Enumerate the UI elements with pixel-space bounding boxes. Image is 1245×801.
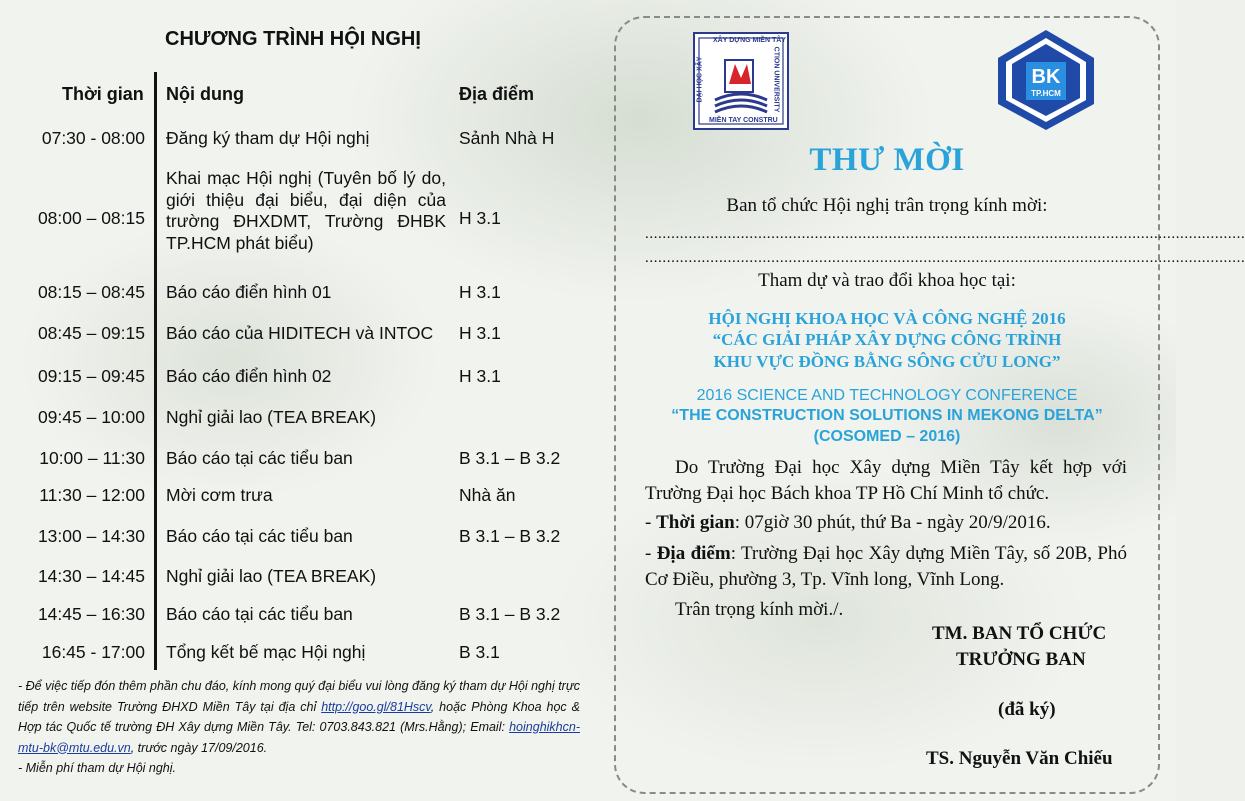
row-content: Nghỉ giải lao (TEA BREAK) [166, 566, 377, 586]
row-place: B 3.1 [459, 642, 500, 662]
divider-line [154, 72, 157, 670]
header-place: Địa điểm [459, 84, 535, 104]
invitation-title: THƯ MỜI [809, 142, 965, 178]
invitee-line-1: .......................................................................................................................................... [645, 226, 1245, 242]
email-link[interactable]: hoinghikhcn-mtu-bk@mtu.edu.vn [18, 720, 580, 755]
attend-text: Tham dự và trao đổi khoa học tại: [758, 270, 1016, 291]
program-panel [0, 0, 600, 801]
header-content: Nội dung [166, 84, 244, 104]
row-content: Báo cáo tại các tiểu ban [166, 526, 353, 546]
notes-text: , hoặc Phòng Khoa học & Hợp tác Quốc tế trường ĐH Xây dựng Miền Tây. Tel: 0703.843.821 (Mrs.Hằng); Email: [18, 699, 580, 734]
row-place: H 3.1 [459, 323, 501, 343]
bk-logo-text: BK [1031, 66, 1061, 88]
bk-logo [994, 28, 1098, 132]
row-content: Nghỉ giải lao (TEA BREAK) [166, 407, 377, 427]
free-note: - Miễn phí tham dự Hội nghị. [18, 761, 176, 775]
row-time: 16:45 - 17:00 [41, 642, 145, 662]
row-place: B 3.1 – B 3.2 [459, 526, 561, 546]
row-time: 08:45 – 09:15 [37, 323, 145, 343]
time-line: - Thời gian: 07giờ 30 phút, thứ Ba - ngày 20/9/2016. [645, 512, 1051, 533]
conference-title-en-2: “THE CONSTRUCTION SOLUTIONS IN MEKONG DELTA” [671, 407, 1103, 424]
signature-signed: (đã ký) [998, 699, 1056, 720]
row-place: Nhà ăn [459, 485, 516, 505]
registration-link[interactable]: http://goo.gl/81Hscv [321, 699, 431, 714]
row-time: 13:00 – 14:30 [37, 526, 145, 546]
row-time: 10:00 – 11:30 [39, 448, 145, 468]
conference-title-vi-2: “CÁC GIẢI PHÁP XÂY DỰNG CÔNG TRÌNH [712, 330, 1062, 349]
row-content: Báo cáo điển hình 02 [166, 366, 332, 386]
row-content: Báo cáo tại các tiểu ban [166, 604, 353, 624]
notes-text: , trước ngày 17/09/2016. [130, 740, 268, 755]
conference-title-vi-3: KHU VỰC ĐỒNG BẰNG SÔNG CỬU LONG” [713, 352, 1061, 371]
row-time: 11:30 – 12:00 [39, 485, 145, 505]
row-time: 14:45 – 16:30 [37, 604, 145, 624]
organizer-text: Do Trường Đại học Xây dựng Miền Tây kết hợp với Trường Đại học Bách khoa TP Hồ Chí Minh tổ chức. [645, 457, 1127, 504]
closing-text: Trân trọng kính mời./. [675, 599, 844, 620]
header-time: Thời gian [62, 84, 144, 104]
row-place: B 3.1 – B 3.2 [459, 448, 561, 468]
time-label: Thời gian [656, 512, 735, 533]
row-time: 07:30 - 08:00 [41, 128, 145, 148]
row-time: 08:00 – 08:15 [37, 208, 145, 228]
row-place: H 3.1 [459, 208, 501, 228]
row-time: 09:45 – 10:00 [37, 407, 145, 427]
notes-text: - Để việc tiếp đón thêm phần chu đáo, kính mong quý đại biểu vui lòng đăng ký tham dự Hội nghị trực tiếp trên website Trường ĐHXD Miền Tây tại địa chỉ [18, 679, 581, 714]
row-place: H 3.1 [459, 282, 501, 302]
conference-acronym: (COSOMED – 2016) [813, 428, 961, 445]
time-value: : 07giờ 30 phút, thứ Ba - ngày 20/9/2016. [734, 512, 1051, 533]
signature-org: TM. BAN TỔ CHỨC [932, 623, 1107, 644]
logo-left-text: ĐẠI HỌC XÂY [696, 56, 704, 103]
bk-logo-subtext: TP.HCM [1031, 89, 1061, 98]
program-title: CHƯƠNG TRÌNH HỘI NGHỊ [165, 28, 421, 50]
conference-title-en-1: 2016 SCIENCE AND TECHNOLOGY CONFERENCE [696, 387, 1078, 404]
conference-title-vi-1: HỘI NGHỊ KHOA HỌC VÀ CÔNG NGHỆ 2016 [708, 309, 1066, 328]
row-content: Đăng ký tham dự Hội nghị [166, 128, 370, 148]
row-content: Mời cơm trưa [166, 485, 273, 505]
row-time: 14:30 – 14:45 [37, 566, 145, 586]
invitation-intro: Ban tổ chức Hội nghị trân trọng kính mời: [726, 195, 1048, 216]
invitee-line-2: .......................................................................................................................................... [645, 250, 1245, 266]
place-value: : Trường Đại học Xây dựng Miền Tây, số 20B, Phó Cơ Điều, phường 3, Tp. Vĩnh long, Vĩnh Long. [645, 543, 1127, 590]
place-line: - Địa điểm: Trường Đại học Xây dựng Miền Tây, số 20B, Phó Cơ Điều, phường 3, Tp. Vĩnh long, Vĩnh Long. [645, 543, 1127, 590]
row-content: Báo cáo tại các tiểu ban [166, 448, 353, 468]
row-time: 08:15 – 08:45 [37, 282, 145, 302]
row-place: H 3.1 [459, 366, 501, 386]
row-content: Khai mạc Hội nghị (Tuyên bố lý do, giới thiệu đại biểu, đại diện của trường ĐHXDMT, Trường ĐHBK TP.HCM phát biểu) [166, 168, 446, 253]
logo-right-text: CTION UNIVERSITY [772, 46, 780, 113]
row-time: 09:15 – 09:45 [37, 366, 145, 386]
row-content: Báo cáo của HIDITECH và INTOC [166, 323, 434, 343]
row-place: B 3.1 – B 3.2 [459, 604, 561, 624]
row-place: Sảnh Nhà H [459, 128, 555, 148]
signature-role: TRƯỞNG BAN [956, 649, 1086, 670]
row-content: Tổng kết bế mạc Hội nghị [166, 642, 366, 662]
logo-bottom-text: MIỀN TAY CONSTRU [709, 117, 778, 124]
mtu-logo [693, 32, 789, 130]
signer-name: TS. Nguyễn Văn Chiếu [926, 748, 1113, 769]
registration-notes [18, 676, 580, 779]
logo-top-text: XÂY DỰNG MIỀN TÂY [713, 37, 786, 44]
place-label: Địa điểm [656, 543, 731, 564]
row-content: Báo cáo điển hình 01 [166, 282, 332, 302]
invitation-card [614, 16, 1245, 794]
